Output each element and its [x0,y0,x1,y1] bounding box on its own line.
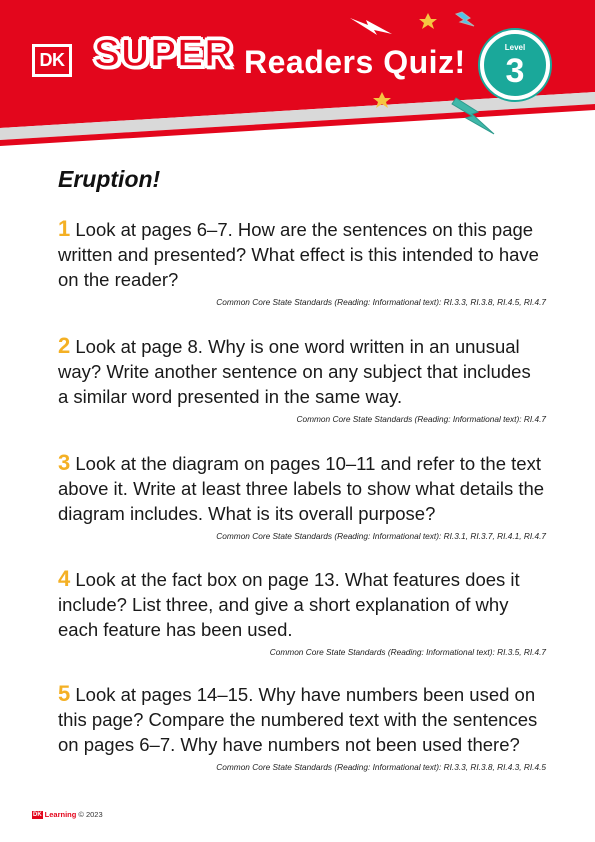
question-body: Look at pages 14–15. Why have numbers been used on this page? Compare the numbered text with the sentences on pages 6–7. Why have numbers not been used there? [58,684,538,755]
question-4 [58,566,546,657]
question-body: Look at page 8. Why is one word written in an unusual way? Write another sentence on any subject that includes a similar word presented in the same way. [58,336,531,407]
question-standard: Common Core State Standards (Reading: Informational text): RI.4.7 [296,414,546,424]
question-3 [58,450,546,541]
question-body: Look at the diagram on pages 10–11 and refer to the text above it. Write at least three labels to show what details the diagram includes. What is its overall purpose? [58,453,545,524]
question-text [58,450,546,526]
level-number: 3 [505,52,525,90]
level-label: Level [504,43,526,52]
question-standard: Common Core State Standards (Reading: Informational text): RI.3.3, RI.3.8, RI.4.5, RI.4.7 [216,297,546,307]
question-standard: Common Core State Standards (Reading: Informational text): RI.3.3, RI.3.8, RI.4.3, RI.4.5 [216,762,546,772]
quiz-title: Eruption! [58,166,161,192]
question-2 [58,333,546,424]
question-number: 5 [58,681,71,706]
question-number: 1 [58,216,71,241]
question-text [58,566,546,642]
question-5 [58,681,546,772]
footer [32,810,103,819]
question-body: Look at pages 6–7. How are the sentences on this page written and presented? What effect is this intended to have on the reader? [58,219,539,290]
title-readers-quiz: Readers Quiz! [244,44,466,80]
question-standard: Common Core State Standards (Reading: Informational text): RI.3.5, RI.4.7 [269,647,546,657]
dk-logo: DK [32,44,72,77]
question-text [58,681,546,757]
question-number: 3 [58,450,71,475]
question-body: Look at the fact box on page 13. What features does it include? List three, and give a short explanation of why each feature has been used. [58,569,520,640]
level-badge [480,30,550,100]
question-number: 4 [58,566,71,591]
question-number: 2 [58,333,71,358]
footer-dk-logo: DK [33,811,42,818]
footer-copyright: © 2023 [78,810,103,819]
question-standard: Common Core State Standards (Reading: Informational text): RI.3.1, RI.3.7, RI.4.1, RI.4.7 [216,531,546,541]
title-super: SUPER [94,32,234,75]
question-text [58,216,546,292]
footer-brand: Learning [44,810,77,819]
question-text [58,333,546,409]
question-1 [58,216,546,307]
